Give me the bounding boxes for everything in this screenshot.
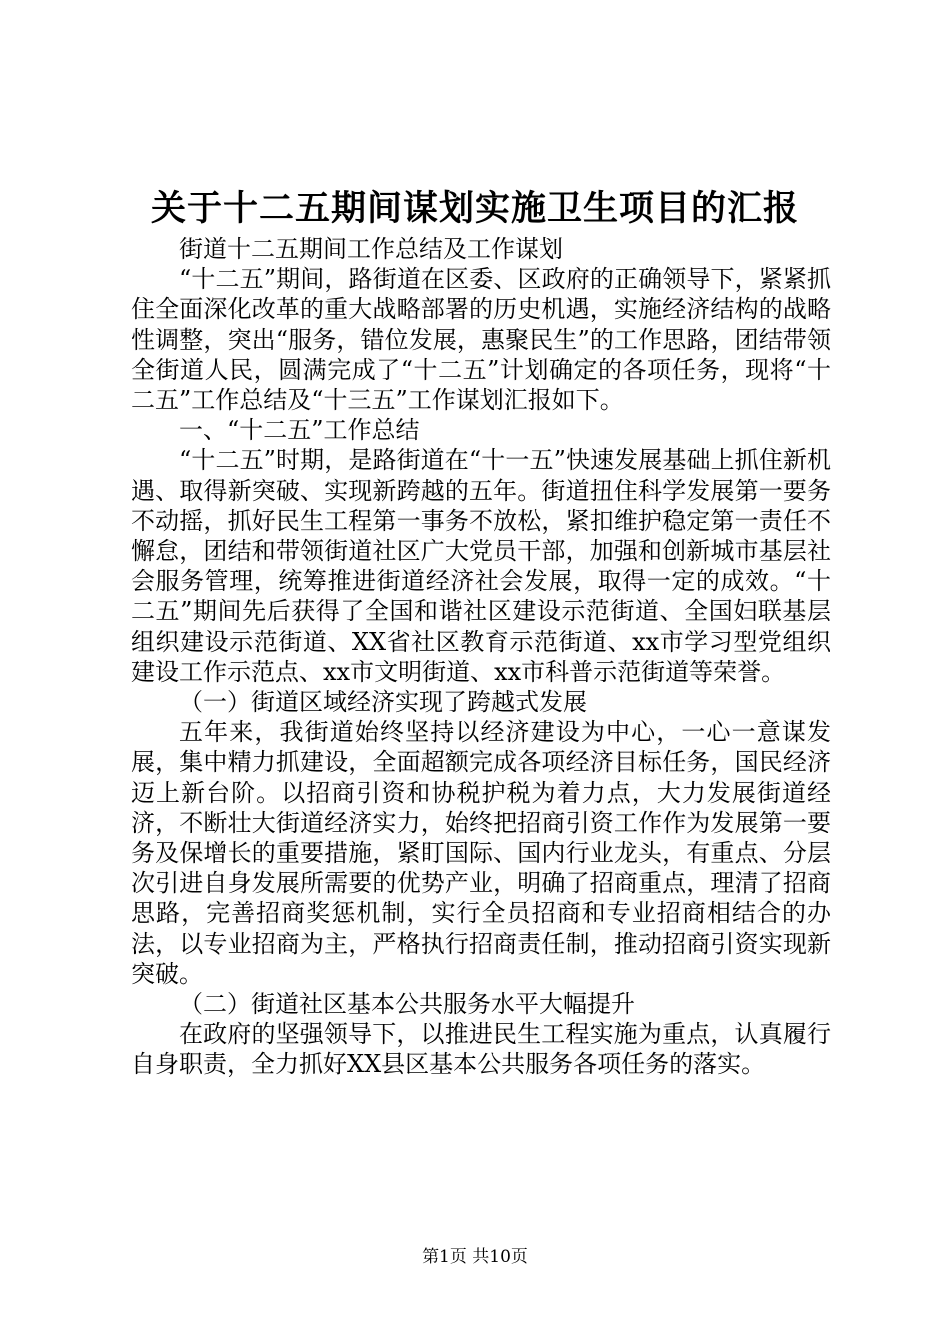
intro-paragraph: “十二五”期间，路街道在区委、区政府的正确领导下，紧紧抓住全面深化改革的重大战略部署的历史机遇，实施经济结构的战略性调整，突出“服务，错位发展，惠聚民生”的工作思路，团结带领全街道人民，圆满完成了“十二五”计划确定的各项任务，现将“十二五”工作总结及“十三五”工作谋划汇报如下。	[131, 265, 831, 415]
summary-paragraph: “十二五”时期，是路街道在“十一五”快速发展基础上抓住新机遇、取得新突破、实现新跨越的五年。街道扭住科学发展第一要务不动摇，抓好民生工程第一事务不放松，紧扣维护稳定第一责任不懈怠，团结和带领街道社区广大党员干部，加强和创新城市基层社会服务管理，统筹推进街道经济社会发展，取得一定的成效。“十二五”期间先后获得了全国和谐社区建设示范街道、全国妇联基层组织建设示范街道、XX省社区教育示范街道、xx市学习型党组织建设工作示范点、xx市文明街道、xx市科普示范街道等荣誉。	[131, 446, 831, 686]
public-service-paragraph: 在政府的坚强领导下，以推进民生工程实施为重点，认真履行自身职责，全力抓好XX县区基本公共服务各项任务的落实。	[131, 1020, 831, 1079]
subsection-heading-1: （一）街道区域经济实现了跨越式发展	[179, 688, 587, 717]
document-body	[131, 234, 831, 1080]
document-title: 关于十二五期间谋划实施卫生项目的汇报	[150, 188, 799, 229]
economy-paragraph: 五年来，我街道始终坚持以经济建设为中心，一心一意谋发展，集中精力抓建设，全面超额完成各项经济目标任务，国民经济迈上新台阶。以招商引资和协税护税为着力点，大力发展街道经济，不断壮大街道经济实力，始终把招商引资工作作为发展第一要务及保增长的重要措施，紧盯国际、国内行业龙头，有重点、分层次引进自身发展所需要的优势产业，明确了招商重点，理清了招商思路，完善招商奖惩机制，实行全员招商和专业招商相结合的办法，以专业招商为主，严格执行招商责任制，推动招商引资实现新突破。	[131, 718, 831, 988]
page-number-footer: 第1页 共10页	[422, 1247, 528, 1267]
section-heading-1: 一、“十二五”工作总结	[179, 416, 420, 445]
subtitle-paragraph: 街道十二五期间工作总结及工作谋划	[179, 235, 563, 263]
subsection-heading-2: （二）街道社区基本公共服务水平大幅提升	[179, 990, 635, 1019]
